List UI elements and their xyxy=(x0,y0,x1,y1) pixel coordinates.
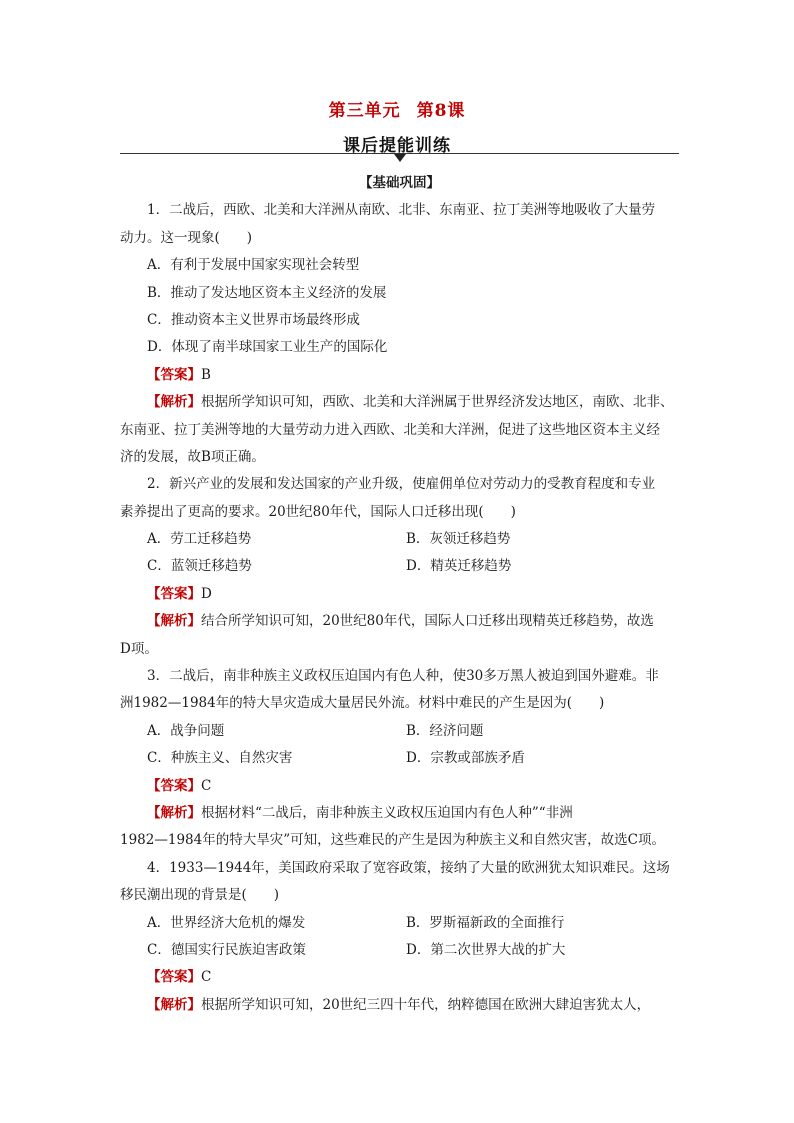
q3-stem-line2: 洲1982—1984年的特大旱灾造成大量居民外流。材料中难民的产生是因为( ) xyxy=(120,695,605,712)
q3-options-row2 xyxy=(120,745,679,772)
q3-option-a: A．战争问题 xyxy=(147,722,225,739)
q2-analysis-text1: 结合所学知识可知，20世纪80年代，国际人口迁移出现精英迁移趋势，故选 xyxy=(201,613,654,630)
q2-stem-line1: 2．新兴产业的发展和发达国家的产业升级，使雇佣单位对劳动力的受教育程度和专业 xyxy=(147,476,656,493)
q4-option-d: D．第二次世界大战的扩大 xyxy=(406,941,566,958)
q1-analysis-line1 xyxy=(120,389,679,416)
q2-options-row2 xyxy=(120,553,679,580)
q3-option-b: B．经济问题 xyxy=(406,722,484,739)
q1-option-a: A．有利于发展中国家实现社会转型 xyxy=(147,257,360,274)
q2-answer xyxy=(120,581,679,608)
q1-analysis-line2: 东南亚、拉丁美洲等地的大量劳动力进入西欧、北美和大洋洲，促进了这些地区资本主义经 xyxy=(120,421,660,438)
q2-stem-line2: 素养提出了更高的要求。20世纪80年代，国际人口迁移出现( ) xyxy=(120,503,516,520)
q3-stem-line1: 3．二战后，南非种族主义政权压迫国内有色人种，使30多万黑人被迫到国外避难。非 xyxy=(147,668,659,685)
q4-option-a: A．世界经济大危机的爆发 xyxy=(147,914,306,931)
answer-tag: 【答案】 xyxy=(147,585,201,602)
q1-option-d: D．体现了南半球国家工业生产的国际化 xyxy=(147,339,388,356)
section-heading: 【基础巩固】 xyxy=(359,175,440,191)
q1-option-c: C．推动资本主义世界市场最终形成 xyxy=(147,311,360,328)
q2-option-d: D．精英迁移趋势 xyxy=(406,558,512,575)
q4-answer xyxy=(120,964,679,991)
answer-tag: 【答案】 xyxy=(147,777,201,794)
q4-stem-line2: 移民潮出现的背景是( ) xyxy=(120,887,280,904)
q4-options-row2 xyxy=(120,937,679,964)
q3-answer-value: C xyxy=(201,777,212,794)
q2-option-c: C．蓝领迁移趋势 xyxy=(147,558,252,575)
unit-lesson-title xyxy=(0,96,794,121)
q3-option-c: C．种族主义、自然灾害 xyxy=(147,750,293,767)
lesson-label: 第8课 xyxy=(416,101,466,121)
q3-analysis-line2: 1982—1984年的特大旱灾”可知，这些难民的产生是因为种族主义和自然灾害，故选C项。 xyxy=(120,832,665,849)
q3-options-row1 xyxy=(120,718,679,745)
q1-analysis-text1: 根据所学知识可知，西欧、北美和大洋洲属于世界经济发达地区，南欧、北非、 xyxy=(201,394,674,411)
q4-analysis-text1: 根据所学知识可知，20世纪三四十年代，纳粹德国在欧洲大肆迫害犹太人， xyxy=(201,996,651,1013)
q4-answer-value: C xyxy=(201,969,212,986)
q1-stem-line1: 1．二战后，西欧、北美和大洋洲从南欧、北非、东南亚、拉丁美洲等地吸收了大量劳 xyxy=(147,202,656,219)
analysis-tag: 【解析】 xyxy=(147,394,201,411)
q3-analysis-text1: 根据材料“二战后，南非种族主义政权压迫国内有色人种”“非洲 xyxy=(201,804,573,821)
answer-tag: 【答案】 xyxy=(147,366,201,383)
q4-stem-line1: 4．1933—1944年，美国政府采取了宽容政策，接纳了大量的欧洲犹太知识难民。这场 xyxy=(147,859,670,876)
analysis-tag: 【解析】 xyxy=(147,996,201,1013)
q4-option-c: C．德国实行民族迫害政策 xyxy=(147,941,306,958)
q2-analysis-line2: D项。 xyxy=(120,640,158,657)
q1-analysis-line3: 济的发展，故B项正确。 xyxy=(120,448,265,465)
q2-answer-value: D xyxy=(201,585,212,602)
q1-stem-line2: 动力。这一现象( ) xyxy=(120,229,253,246)
q4-analysis-line1 xyxy=(120,992,679,1019)
q3-option-d: D．宗教或部族矛盾 xyxy=(406,750,525,767)
analysis-tag: 【解析】 xyxy=(147,613,201,630)
q1-option-b: B．推动了发达地区资本主义经济的发展 xyxy=(147,284,387,301)
q1-answer xyxy=(120,362,679,389)
q3-answer xyxy=(120,773,679,800)
q4-option-b: B．罗斯福新政的全面推行 xyxy=(406,914,565,931)
triangle-down-icon xyxy=(394,154,406,162)
q1-answer-value: B xyxy=(201,366,211,383)
unit-label: 第三单元 xyxy=(328,101,401,121)
analysis-tag: 【解析】 xyxy=(147,804,201,821)
q3-analysis-line1 xyxy=(120,800,679,827)
q2-analysis-line1 xyxy=(120,608,679,635)
q2-options-row1 xyxy=(120,526,679,553)
answer-tag: 【答案】 xyxy=(147,969,201,986)
q2-option-a: A．劳工迁移趋势 xyxy=(147,531,252,548)
page-subtitle: 课后提能训练 xyxy=(343,136,451,156)
q4-options-row1 xyxy=(120,910,679,937)
exercise-content xyxy=(120,170,679,1019)
q2-option-b: B．灰领迁移趋势 xyxy=(406,531,511,548)
